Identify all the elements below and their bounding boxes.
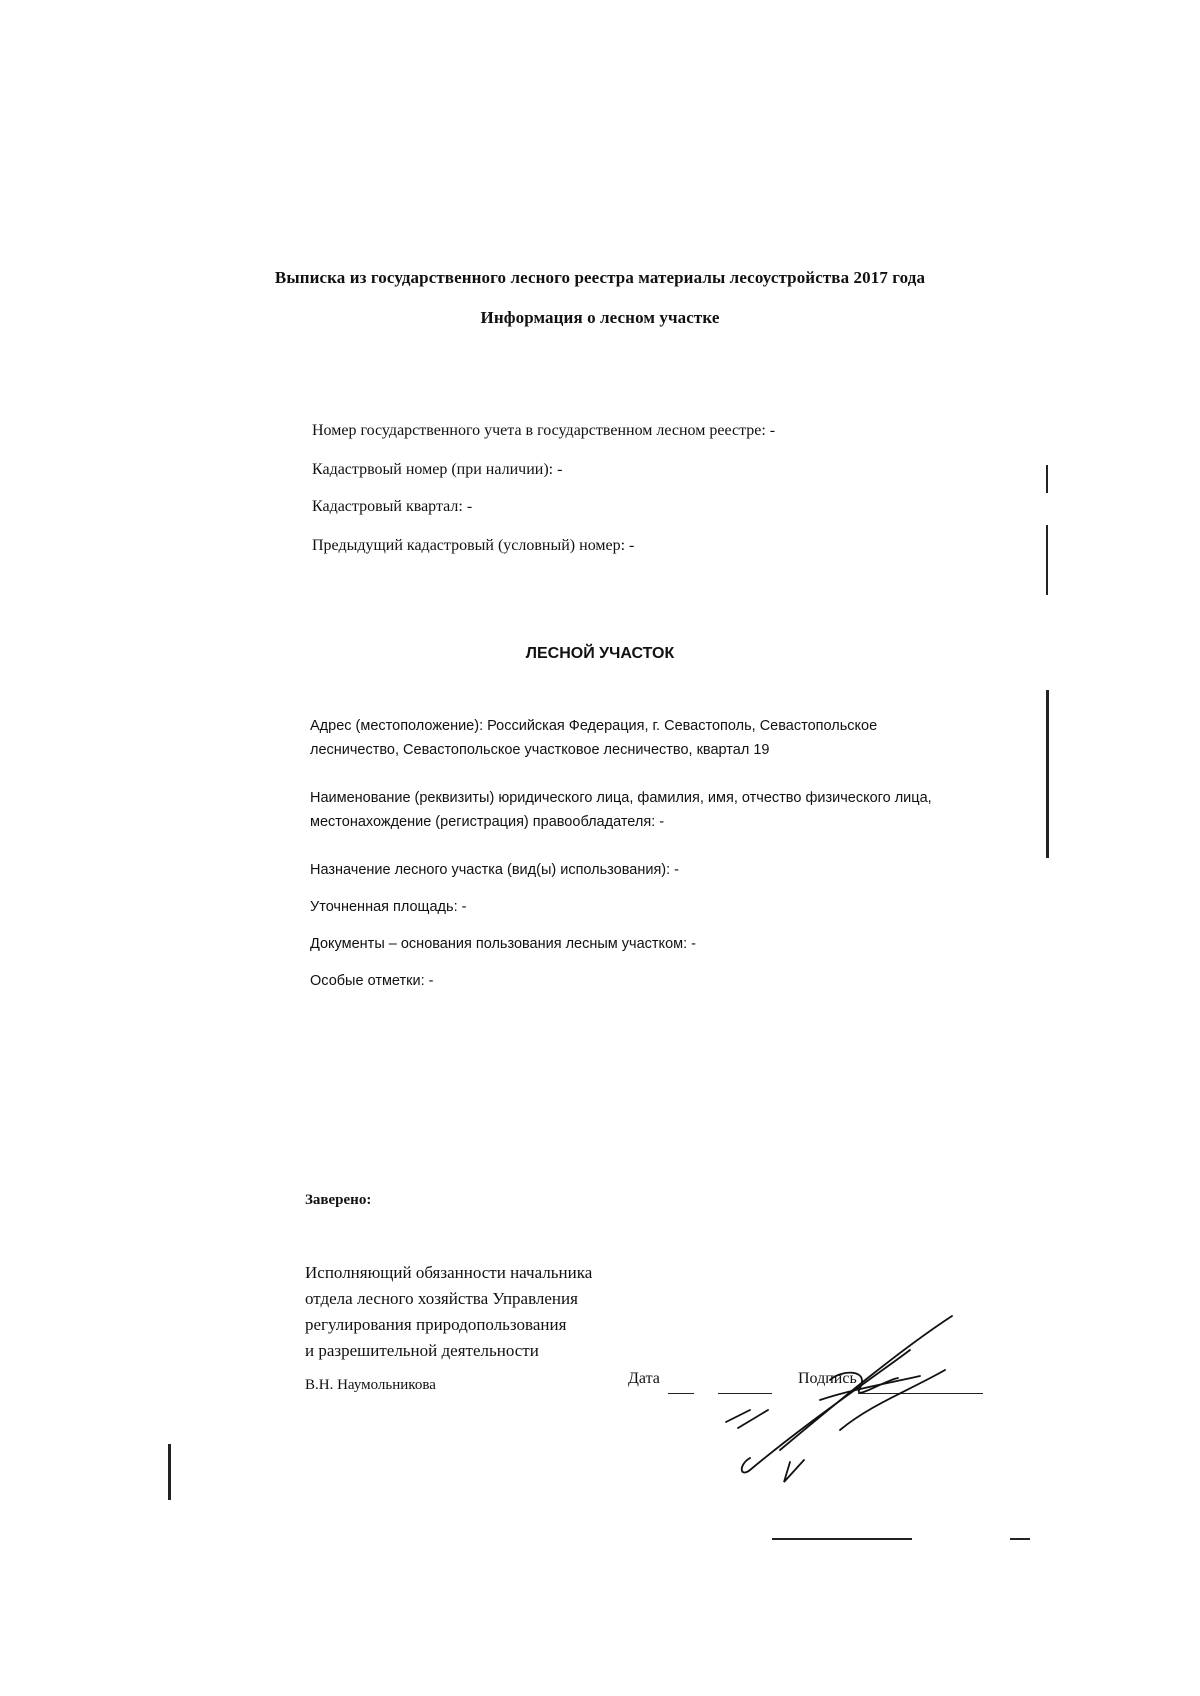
- plot-documents: Документы – основания пользования лесным участком: -: [310, 936, 696, 952]
- state-record-number: Номер государственного учета в государственном лесном реестре: -: [312, 422, 776, 439]
- previous-cadastral-number: Предыдущий кадастровый (условный) номер: -: [312, 537, 635, 554]
- plot-address: Адрес (местоположение): Российская Федерация, г. Севастополь, Севастопольское лесничество, Севастопольское участковое лесничество, квартал 19: [310, 718, 878, 758]
- signature-label: Подпись: [798, 1370, 857, 1387]
- plot-purpose: Назначение лесного участка (вид(ы) использования): -: [310, 862, 680, 878]
- date-line: [668, 1393, 694, 1394]
- signer-position-line: отдела лесного хозяйства Управления: [305, 1289, 578, 1308]
- signer-name: В.Н. Наумольникова: [305, 1377, 436, 1393]
- plot-notes: Особые отметки: -: [310, 973, 434, 989]
- signer-position: [305, 1260, 592, 1364]
- scan-artifact: [168, 1444, 171, 1500]
- signer-position-line: Исполняющий обязанности начальника: [305, 1263, 593, 1282]
- plot-area: Уточненная площадь: -: [310, 899, 467, 915]
- cadastral-quarter: Кадастровый квартал: -: [312, 498, 473, 515]
- date-label: Дата: [628, 1370, 660, 1387]
- plot-owner: Наименование (реквизиты) юридического лица, фамилия, имя, отчество физического лица, местонахождение (регистрация) правообладателя: -: [310, 790, 932, 830]
- signer-position-line: регулирования природопользования: [305, 1315, 567, 1334]
- plot-heading: ЛЕСНОЙ УЧАСТОК: [525, 645, 675, 662]
- scan-artifact: [1046, 690, 1049, 858]
- scan-artifact: [1046, 525, 1048, 595]
- scan-artifact: [1046, 465, 1048, 493]
- certified-label: Заверено:: [305, 1192, 372, 1208]
- handwritten-signature: [720, 1310, 970, 1490]
- scan-artifact: [1010, 1538, 1030, 1540]
- document-subtitle: Информация о лесном участке: [480, 308, 720, 327]
- document-title: Выписка из государственного лесного реестра материалы лесоустройства 2017 года: [274, 268, 926, 287]
- scan-artifact: [772, 1538, 912, 1540]
- signer-position-line: и разрешительной деятельности: [305, 1341, 539, 1360]
- cadastral-number: Кадастрвоый номер (при наличии): -: [312, 461, 563, 478]
